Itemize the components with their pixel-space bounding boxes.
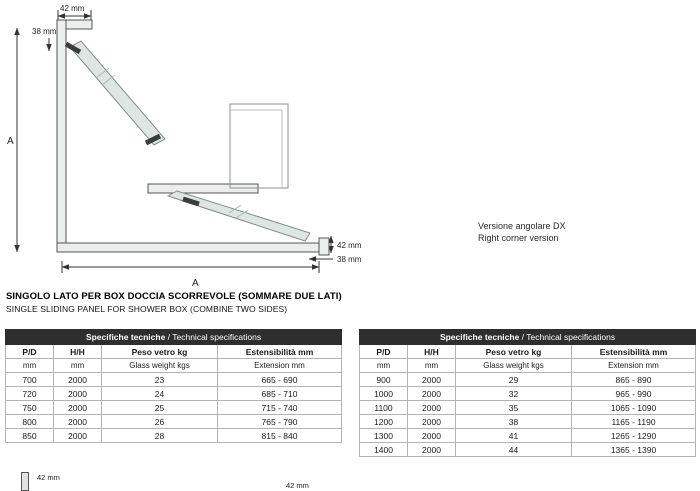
footer-dim-label-mid: 42 mm	[286, 481, 309, 490]
table-row: 900 2000 29 865 - 890	[360, 373, 696, 387]
col-hh: H/H	[54, 345, 102, 359]
table-header-rest: / Technical specifications	[519, 332, 616, 342]
table-row: 1300 2000 41 1265 - 1290	[360, 429, 696, 443]
glass-panel-top	[70, 41, 165, 145]
table-header-rest: / Technical specifications	[165, 332, 262, 342]
column-header-row	[6, 345, 342, 359]
col-hh: H/H	[408, 345, 456, 359]
dim-top-width-label: 42 mm	[60, 4, 85, 13]
version-subtitle: Right corner version	[478, 233, 559, 243]
col-pd-unit: mm	[360, 359, 408, 373]
spec-table-right-wrap	[359, 329, 696, 457]
table-row: 1400 2000 44 1365 - 1390	[360, 443, 696, 457]
left-wall-profile	[57, 20, 66, 252]
column-header-row	[360, 345, 696, 359]
spec-table-left	[5, 329, 342, 443]
col-weight: Peso vetro kg	[102, 345, 218, 359]
col-extension: Estensibilità mm	[572, 345, 696, 359]
dim-width-label: A	[192, 278, 199, 289]
table-row: 720 2000 24 685 - 710	[6, 387, 342, 401]
table-row: 850 2000 28 815 - 840	[6, 429, 342, 443]
version-title: Versione angolare DX	[478, 221, 566, 231]
col-hh-unit: mm	[54, 359, 102, 373]
table-header-bold: Specifiche tecniche	[439, 332, 520, 342]
footer-dim-label-left: 42 mm	[37, 473, 60, 482]
table-row: 700 2000 23 665 - 690	[6, 373, 342, 387]
table-row: 800 2000 26 765 - 790	[6, 415, 342, 429]
col-hh-unit: mm	[408, 359, 456, 373]
table-header-bold: Specifiche tecniche	[85, 332, 166, 342]
table-row: 750 2000 25 715 - 740	[6, 401, 342, 415]
spec-table-left-wrap	[5, 329, 342, 443]
col-weight-unit: Glass weight kgs	[456, 359, 572, 373]
glass-panels	[66, 41, 310, 241]
right-end-profile	[319, 238, 329, 255]
corner-outline	[230, 104, 288, 188]
dim-right-depth-label: 38 mm	[337, 255, 362, 264]
section-title-it: SINGOLO LATO PER BOX DOCCIA SCORREVOLE (SOMMARE DUE LATI)	[6, 291, 342, 302]
version-caption	[478, 220, 566, 244]
col-pd: P/D	[360, 345, 408, 359]
col-weight: Peso vetro kg	[456, 345, 572, 359]
dim-height-label: A	[7, 136, 14, 147]
cutoff-profile-fragment	[21, 472, 29, 491]
column-subheader-row	[6, 359, 342, 373]
col-pd-unit: mm	[6, 359, 54, 373]
table-row: 1100 2000 35 1065 - 1090	[360, 401, 696, 415]
col-weight-unit: Glass weight kgs	[102, 359, 218, 373]
column-subheader-row	[360, 359, 696, 373]
col-extension-unit: Extension mm	[218, 359, 342, 373]
col-extension-unit: Extension mm	[572, 359, 696, 373]
technical-diagram	[0, 0, 460, 292]
dim-top-depth-label: 38 mm	[32, 27, 57, 36]
table-header	[360, 330, 696, 345]
table-row: 1000 2000 32 965 - 990	[360, 387, 696, 401]
col-pd: P/D	[6, 345, 54, 359]
col-extension: Estensibilità mm	[218, 345, 342, 359]
table-header	[6, 330, 342, 345]
table-row: 1200 2000 38 1165 - 1190	[360, 415, 696, 429]
dim-right-width-label: 42 mm	[337, 241, 362, 250]
bottom-rail-profile	[57, 243, 323, 252]
section-title-en: SINGLE SLIDING PANEL FOR SHOWER BOX (COMBINE TWO SIDES)	[6, 304, 288, 314]
spec-table-right	[359, 329, 696, 457]
